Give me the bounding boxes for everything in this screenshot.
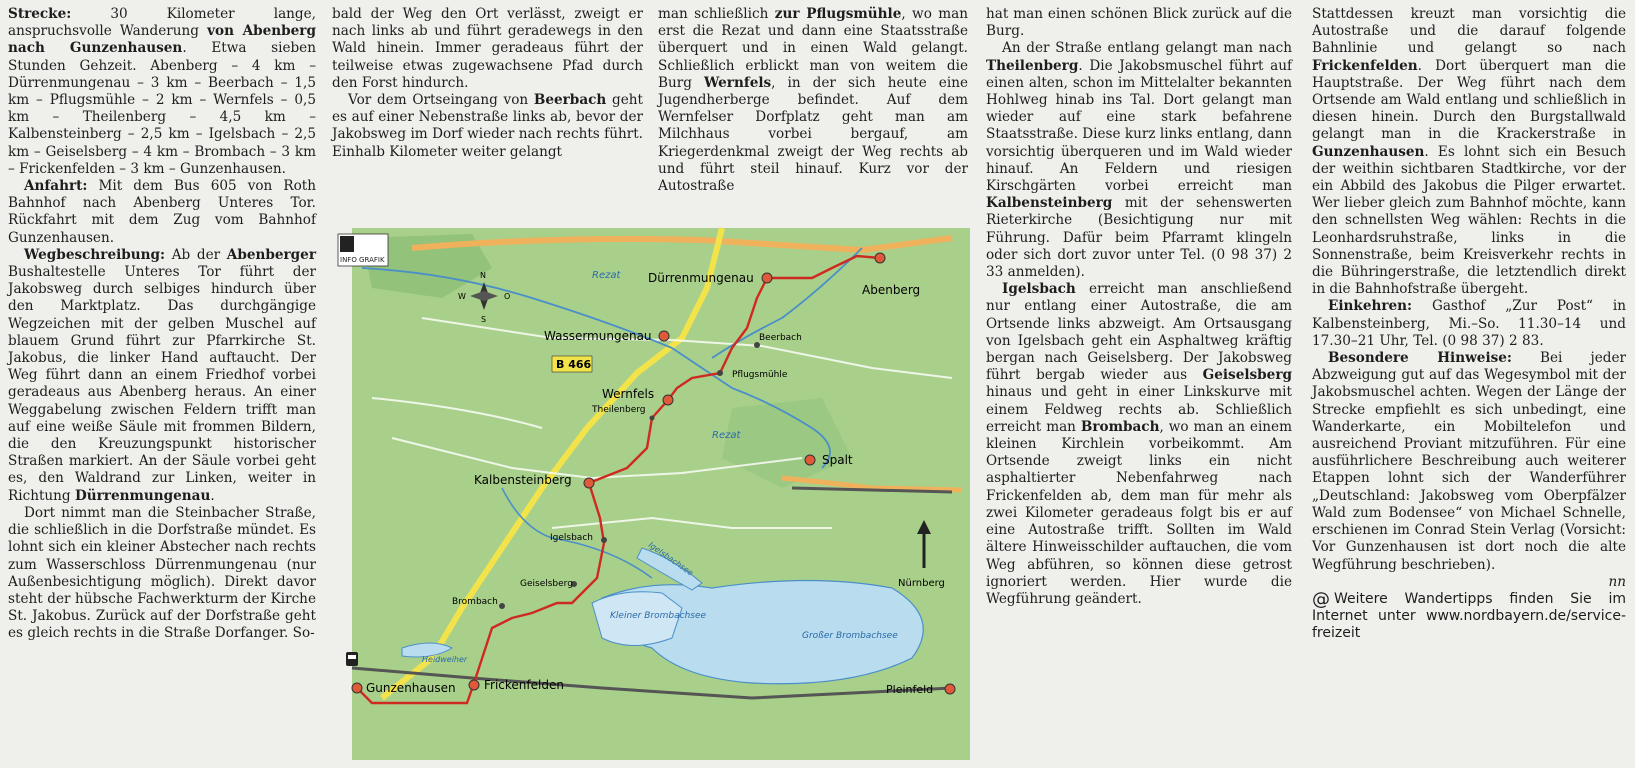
town-label: Beerbach (759, 333, 802, 343)
col3-paragraph-1 (658, 6, 968, 195)
town-label: Dürrenmungenau (648, 271, 754, 285)
town-label: Frickenfelden (484, 678, 564, 692)
weg-bold-2: Dürrenmungenau (74, 487, 211, 504)
article-column-3 (658, 6, 968, 195)
col3-p1c: , wo man erst die Rezat und dann eine Staatsstraße überquert und in einen Wald gelangt. Schließlich erblickt man von weitem die Burg (658, 6, 968, 91)
article-column-5 (1312, 6, 1626, 642)
town-label: Spalt (822, 453, 853, 467)
town-label: Pleinfeld (886, 683, 934, 696)
town-label: Gunzenhausen (366, 681, 456, 695)
lake-label: Großer Brombachsee (802, 631, 898, 641)
town-wassermungenau (544, 329, 669, 343)
town-label: Igelsbach (550, 533, 593, 543)
town-label: Kalbensteinberg (474, 473, 572, 487)
col4-p3f: , wo man an einem kleinen Kirchlein vorbeikommt. Am Ortsende zweigt links ein nicht asphaltierter Nebenfahrweg nach Frickenfelden ab, dem man für mehr als zwei Kilometer geradeaus folgt bis er auf eine Autostraße trifft. Sollten im Wald ältere Hinweisschilder auftauchen, die vom Weg abführen, so können diese getrost ignoriert werden. Hier wurde die Wegführung geändert. (986, 418, 1292, 607)
col3-p1b: zur Pflugsmühle (774, 6, 902, 22)
lake-label: Heidweiher (422, 655, 468, 664)
col4-p2c: . Die Jakobsmuschel führt auf einen alten, schon im Mittelalter bekannten Hohlweg hinab ins Tal. Dort gelangt man wieder auf eine stark befahrene Staatsstraße. Diese kurz links entlang, dann vorsichtig überqueren und im Wald wieder hinauf. An Feldern und riesigen Kirschgärten vorbei erreicht man (986, 57, 1292, 195)
route-info-paragraph (8, 6, 316, 178)
town-label: Pflugsmühle (732, 370, 788, 380)
col4-p3c: Geiselsberg (1202, 367, 1292, 384)
col4-p2e: mit der sehenswerten Rieterkirche (Besichtigung nur mit Führung. Dafür beim Pfarramt klingeln oder sich dort zuvor unter Tel. (0 98 37) 2 33 anmelden). (986, 195, 1292, 281)
anfahrt-paragraph (8, 178, 316, 247)
anfahrt-label: Anfahrt: (24, 178, 88, 195)
town-geiselsberg (520, 579, 577, 589)
dort-paragraph: Dort nimmt man die Steinbacher Straße, die schließlich in die Dorfstraße mündet. Es lohnt sich ein kleiner Abstecher nach rechts zum Wasserschloss Dürrenmungenau (nur Außenbesichtigung möglich). Direkt davor steht der hübsche Fachwerkturm der Kirche St. Jakobus. Zurück auf der Dorfstraße geht es gleich rechts in die Straße Dorfanger. So- (8, 504, 316, 642)
town-label: Wassermungenau (544, 329, 652, 343)
col4-paragraph-3 (986, 281, 1292, 608)
col4-p3b: erreicht man anschließend nur entlang einer Autostraße, die am Ortsende links abzweigt. Am Ortsausgang von Igelsbach geht ein Asphaltweg kräftig bergan nach Geiselsberg. Der Jakobsweg führt bergab wieder aus (986, 281, 1292, 384)
col5-p1a: Stattdessen kreuzt man vorsichtig die Autostraße und die darauf folgende Bahnlinie und gelangt so nach (1312, 6, 1626, 57)
town-nuernberg (898, 578, 945, 589)
town-frickenfelden (469, 678, 564, 692)
anfahrt-text: Mit dem Bus 605 von Roth Bahnhof nach Abenberg Unteres Tor. Rückfahrt mit dem Zug vom Bahnhof Gunzenhausen. (8, 178, 316, 246)
author-signature: nn (1608, 573, 1626, 590)
town-duerrenmungenau (648, 271, 772, 285)
col4-paragraph-1: hat man einen schönen Blick zurück auf die Burg. (986, 6, 1292, 40)
compass-w: W (458, 292, 466, 301)
einkehren-paragraph (1312, 298, 1626, 350)
weg-label: Wegbeschreibung: (24, 246, 166, 263)
compass-s: S (481, 315, 487, 324)
col4-p3d: hinaus und geht in einer Linkskurve mit einem Feldweg rechts ab. Schließlich erreicht man (986, 384, 1292, 435)
strecke-rest: . Etwa sieben Stunden Gehzeit. Abenberg – 4 km – Dürrenmungenau – 3 km – Beerbach – 1,5 km – Pflugsmühle – 2 km – Wernfels – 0,5 km – Theilenberg – 4,5 km – Kalbensteinberg – 2,5 km – Igelsbach – 2,5 km – Geiselsberg – 4 km – Brombach – 3 km – Frickenfelden – 3 km – Gunzenhausen. (8, 40, 316, 177)
col2-paragraph-1: bald der Weg den Ort verlässt, zweigt er nach links ab und führt geradewegs in den Wald hinein. Immer geradeaus führt der teilweise etwas zugewachsene Pfad durch den Forst hindurch. (332, 6, 643, 91)
weg-text-3: . (210, 487, 215, 504)
web-note-text: Weitere Wandertipps finden Sie im Internet unter www.nordbayern.de/service-freizeit (1312, 590, 1626, 641)
col4-p3a: Igelsbach (1002, 281, 1076, 298)
town-label: Geiselsberg (520, 579, 573, 589)
col2-paragraph-2 (332, 92, 643, 161)
col4-paragraph-2 (986, 40, 1292, 281)
article-column-1 (8, 6, 316, 643)
train-icon (346, 652, 358, 666)
route-map (340, 228, 970, 760)
lake-label: Kleiner Brombachsee (610, 611, 707, 621)
col2-p2b: Beerbach (533, 92, 607, 109)
road-b466-label: B 466 (556, 358, 592, 371)
town-gunzenhausen (352, 681, 456, 695)
compass-n: N (480, 271, 486, 280)
col4-p2a: An der Straße entlang gelangt man nach (1002, 40, 1292, 57)
town-label: Nürnberg (898, 578, 945, 589)
col4-p2b: Theilenberg (986, 57, 1079, 74)
hinweise-label: Besondere Hinweise: (1328, 350, 1512, 367)
compass-o: O (504, 292, 511, 301)
article-column-4 (986, 6, 1292, 608)
hinweise-text: Bei jeder Abzweigung gut auf das Wegesymbol mit der Jakobsmuschel achten. Wegen der Länge der Strecke empfiehlt es sich unbedingt, eine Wanderkarte, ein Mobiltelefon und ausreichend Proviant mitzuführen. Für eine ausführlichere Beschreibung auch weiterer Etappen lohnt sich der Wanderführer „Deutschland: Jakobsweg vom Oberpfälzer Wald zum Bodensee“ von Michael Schnelle, erschienen im Conrad Stein Verlag (Vorsicht: Vor Gunzenhausen ist dort noch die alte Wegführung beschrieben). (1312, 350, 1626, 573)
town-spalt (805, 453, 853, 467)
einkehren-text: Gasthof „Zur Post“ in Kalbensteinberg, Mi.–So. 11.30–14 und 17.30–21 Uhr, Tel. (0 98 37) 2 83. (1312, 298, 1626, 349)
col3-p1d: Wernfels (704, 74, 772, 91)
river-label: Rezat (712, 430, 741, 441)
col2-p2c: geht es auf einer Nebenstraße links ab, bevor der Jakobsweg im Dorf wieder nach rechts führt. Einhalb Kilometer weiter gelangt (332, 92, 643, 160)
article-column-2 (332, 6, 643, 161)
weg-bold-1: Abenberger (226, 246, 316, 263)
col4-p2d: Kalbensteinberg (986, 195, 1113, 212)
at-icon: @ (1312, 588, 1330, 610)
strecke-label: Strecke: (8, 6, 72, 22)
col5-p1d: Gunzenhausen (1312, 143, 1425, 160)
infografik-logo-text: INFO GRAFIK (340, 256, 385, 264)
weg-text-1: Ab der (165, 246, 227, 263)
town-label: Theilenberg (592, 405, 646, 415)
col5-p1e: . Es lohnt sich ein Besuch der weithin sichtbaren Stadtkirche, vor der ein Abbild des Jakobus die Pilger erwartet. Wer lieber gleich zum Bahnhof möchte, kann den schnellsten Weg wählen: Rechts in die Leonhardsruhstraße, links in die Sonnenstraße, beim Kreisverkehr rechts in die Bühringerstraße, die letztendlich direkt in die Bahnhofstraße übergeht. (1312, 143, 1626, 298)
col2-p2a: Vor dem Ortseingang von (348, 92, 534, 109)
town-label: Wernfels (602, 387, 655, 401)
web-note (1312, 588, 1626, 642)
col5-paragraph-1 (1312, 6, 1626, 298)
col5-p1b: Frickenfelden (1312, 57, 1418, 74)
river-label: Rezat (592, 270, 621, 281)
col4-p3e: Brombach (1080, 418, 1160, 435)
lake-label: Igelsbachsee (646, 540, 695, 578)
town-label: Brombach (452, 597, 498, 607)
einkehren-label: Einkehren: (1328, 298, 1413, 315)
infografik-logo-mark (340, 236, 354, 252)
town-label: Abenberg (862, 283, 921, 297)
strecke-text: 30 Kilometer lange, anspruchsvolle Wanderung (8, 6, 316, 40)
col3-p1e: , in der sich heute eine Jugendherberge befindet. Auf dem Wernfelser Dorfplatz geht man am Milchhaus vorbei bergauf, am Kriegerdenkmal zweigt der Weg rechts ab und führt steil hinauf. Kurz vor der Autostraße (658, 74, 968, 195)
wegbeschreibung-paragraph (8, 247, 316, 505)
weg-text-2: Bushaltestelle Unteres Tor führt der Jakobsweg durch selbiges hindurch über den Marktplatz. Das durchgängige Wegzeichen mit der gelben Muschel auf blauem Grund führt zur Pfarrkirche St. Jakobus, die linker Hand auftaucht. Der Weg führt dann an einem Friedhof vorbei geradeaus aus Abenberg heraus. An einer Weggabelung zwischen Feldern trifft man auf eine weiße Säule mit frommen Bildern, die den Kreuzungspunkt historischer Straßen markiert. An der Säule vorbei geht es, den Waldrand zur Linken, weiter in Richtung (8, 264, 316, 504)
hinweise-paragraph (1312, 350, 1626, 574)
strecke-bold: von Abenberg nach Gunzenhausen (8, 23, 316, 57)
col5-p1c: . Dort überquert man die Hauptstraße. Der Weg führt nach dem Ortsende am Wald entlang und schließlich in diesen hinein. Durch den Burgstallwald gelangt man in die Krackerstraße in (1312, 57, 1626, 143)
col3-p1a: man schließlich (658, 6, 775, 22)
